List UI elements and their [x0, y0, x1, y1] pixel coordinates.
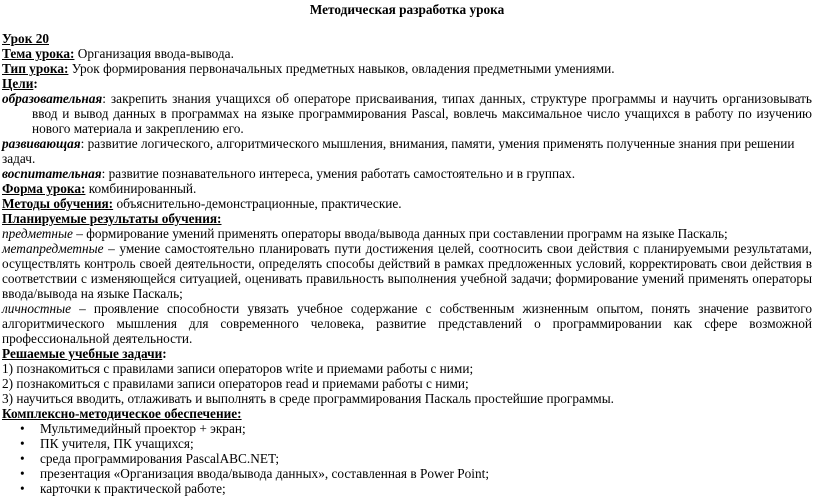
- tasks-heading-label: Решаемые учебные задачи: [2, 346, 163, 361]
- tasks-heading: [2, 346, 812, 361]
- list-item-text: презентация «Организация ввода/вывода данных», составленная в Power Point;: [40, 466, 490, 481]
- list-item-text: карточки к практической работе;: [40, 481, 226, 496]
- list-item: [20, 466, 812, 481]
- type-label: Тип урока:: [2, 61, 69, 76]
- result-subject-label: предметные: [2, 226, 73, 241]
- list-item: [20, 436, 812, 451]
- form-value: комбинированный.: [85, 181, 197, 196]
- bullet-icon: •: [20, 466, 25, 481]
- goals-colon: :: [33, 76, 38, 91]
- topic-label: Тема урока:: [2, 46, 75, 61]
- result-metasubject-text: – умение самостоятельно планировать пути достижения целей, соотносить свои действия с планируемыми результатами, осуществлять контроль своей деятельности, определять способы действий в рамках предложенных условий, корректировать свои действия в соответствии с изменяющейся ситуацией, оценивать правильность выполнения учебной задачи; формирование умений применять операторы ввода/вывода на языке Паскаль;: [2, 241, 812, 301]
- goal-educational-label: образовательная: [2, 91, 103, 106]
- goal-developing-label: развивающая: [2, 136, 81, 151]
- support-list: [2, 421, 812, 496]
- result-personal: [2, 301, 812, 346]
- support-heading: Комплексно-методическое обеспечение:: [2, 406, 242, 421]
- result-subject-text: – формирование умений применять операторы ввода/вывода данных при составлении программ на языке Паскаль;: [72, 226, 728, 241]
- task-item-2: 2) познакомиться с правилами записи операторов read и приемами работы с ними;: [2, 376, 469, 391]
- methods-label: Методы обучения:: [2, 196, 114, 211]
- methods-value: объяснительно-демонстрационные, практические.: [113, 196, 402, 211]
- bullet-icon: •: [20, 451, 25, 466]
- goal-upbringing-text: : развитие познавательного интереса, умения работать самостоятельно и в группах.: [101, 166, 576, 181]
- results-heading: Планируемые результаты обучения:: [2, 211, 222, 226]
- goal-upbringing-label: воспитательная: [2, 166, 102, 181]
- methods-line: [2, 196, 812, 211]
- goals-label: Цели: [2, 76, 34, 91]
- document-title: Методическая разработка урока: [309, 2, 505, 17]
- goal-educational: [2, 91, 812, 136]
- bullet-icon: •: [20, 436, 25, 451]
- type-line: [2, 61, 812, 76]
- form-label: Форма урока:: [2, 181, 86, 196]
- goal-upbringing: [2, 166, 812, 181]
- goals-heading: [2, 76, 812, 91]
- result-personal-label: личностные: [2, 301, 72, 316]
- goal-educational-text: : закрепить знания учащихся об операторе присваивания, типах данных, структуре программы и научить организовывать ввод и вывод данных в программах на языке программирования Pascal, вовлечь максимальное число учащихся в работу по изучению нового материала и закреплению его.: [32, 91, 812, 136]
- task-item-1: 1) познакомиться с правилами записи операторов write и приемами работы с ними;: [2, 361, 474, 376]
- topic-value: Организация ввода-вывода.: [74, 46, 234, 61]
- task-item-3: 3) научиться вводить, отлаживать и выполнять в среде программирования Паскаль простейшие программы.: [2, 391, 614, 406]
- result-personal-text: – проявление способности увязать учебное содержание с собственным жизненным опытом, понять значение развитого алгоритмического мышления для современного человека, развитие представлений о программировании как сфере возможной профессиональной деятельности.: [2, 301, 812, 346]
- bullet-icon: •: [20, 421, 25, 436]
- list-item-text: среда программирования PascalABC.NET;: [40, 451, 280, 466]
- list-item-text: ПК учителя, ПК учащихся;: [40, 436, 194, 451]
- lesson-number: Урок 20: [2, 31, 49, 46]
- list-item-text: Мультимедийный проектор + экран;: [40, 421, 246, 436]
- bullet-icon: •: [20, 481, 25, 496]
- form-line: [2, 181, 812, 196]
- result-metasubject: [2, 241, 812, 301]
- type-value: Урок формирования первоначальных предметных навыков, овладения предметными умениями.: [68, 61, 615, 76]
- goal-developing: [2, 136, 812, 166]
- list-item: [20, 451, 812, 466]
- topic-line: [2, 46, 812, 61]
- goal-developing-text: : развитие логического, алгоритмического мышления, внимания, памяти, умения применять полученные знания при решении задач.: [2, 136, 795, 166]
- result-metasubject-label: метапредметные: [2, 241, 104, 256]
- result-subject: [2, 226, 812, 241]
- tasks-heading-colon: :: [162, 346, 167, 361]
- list-item: [20, 421, 812, 436]
